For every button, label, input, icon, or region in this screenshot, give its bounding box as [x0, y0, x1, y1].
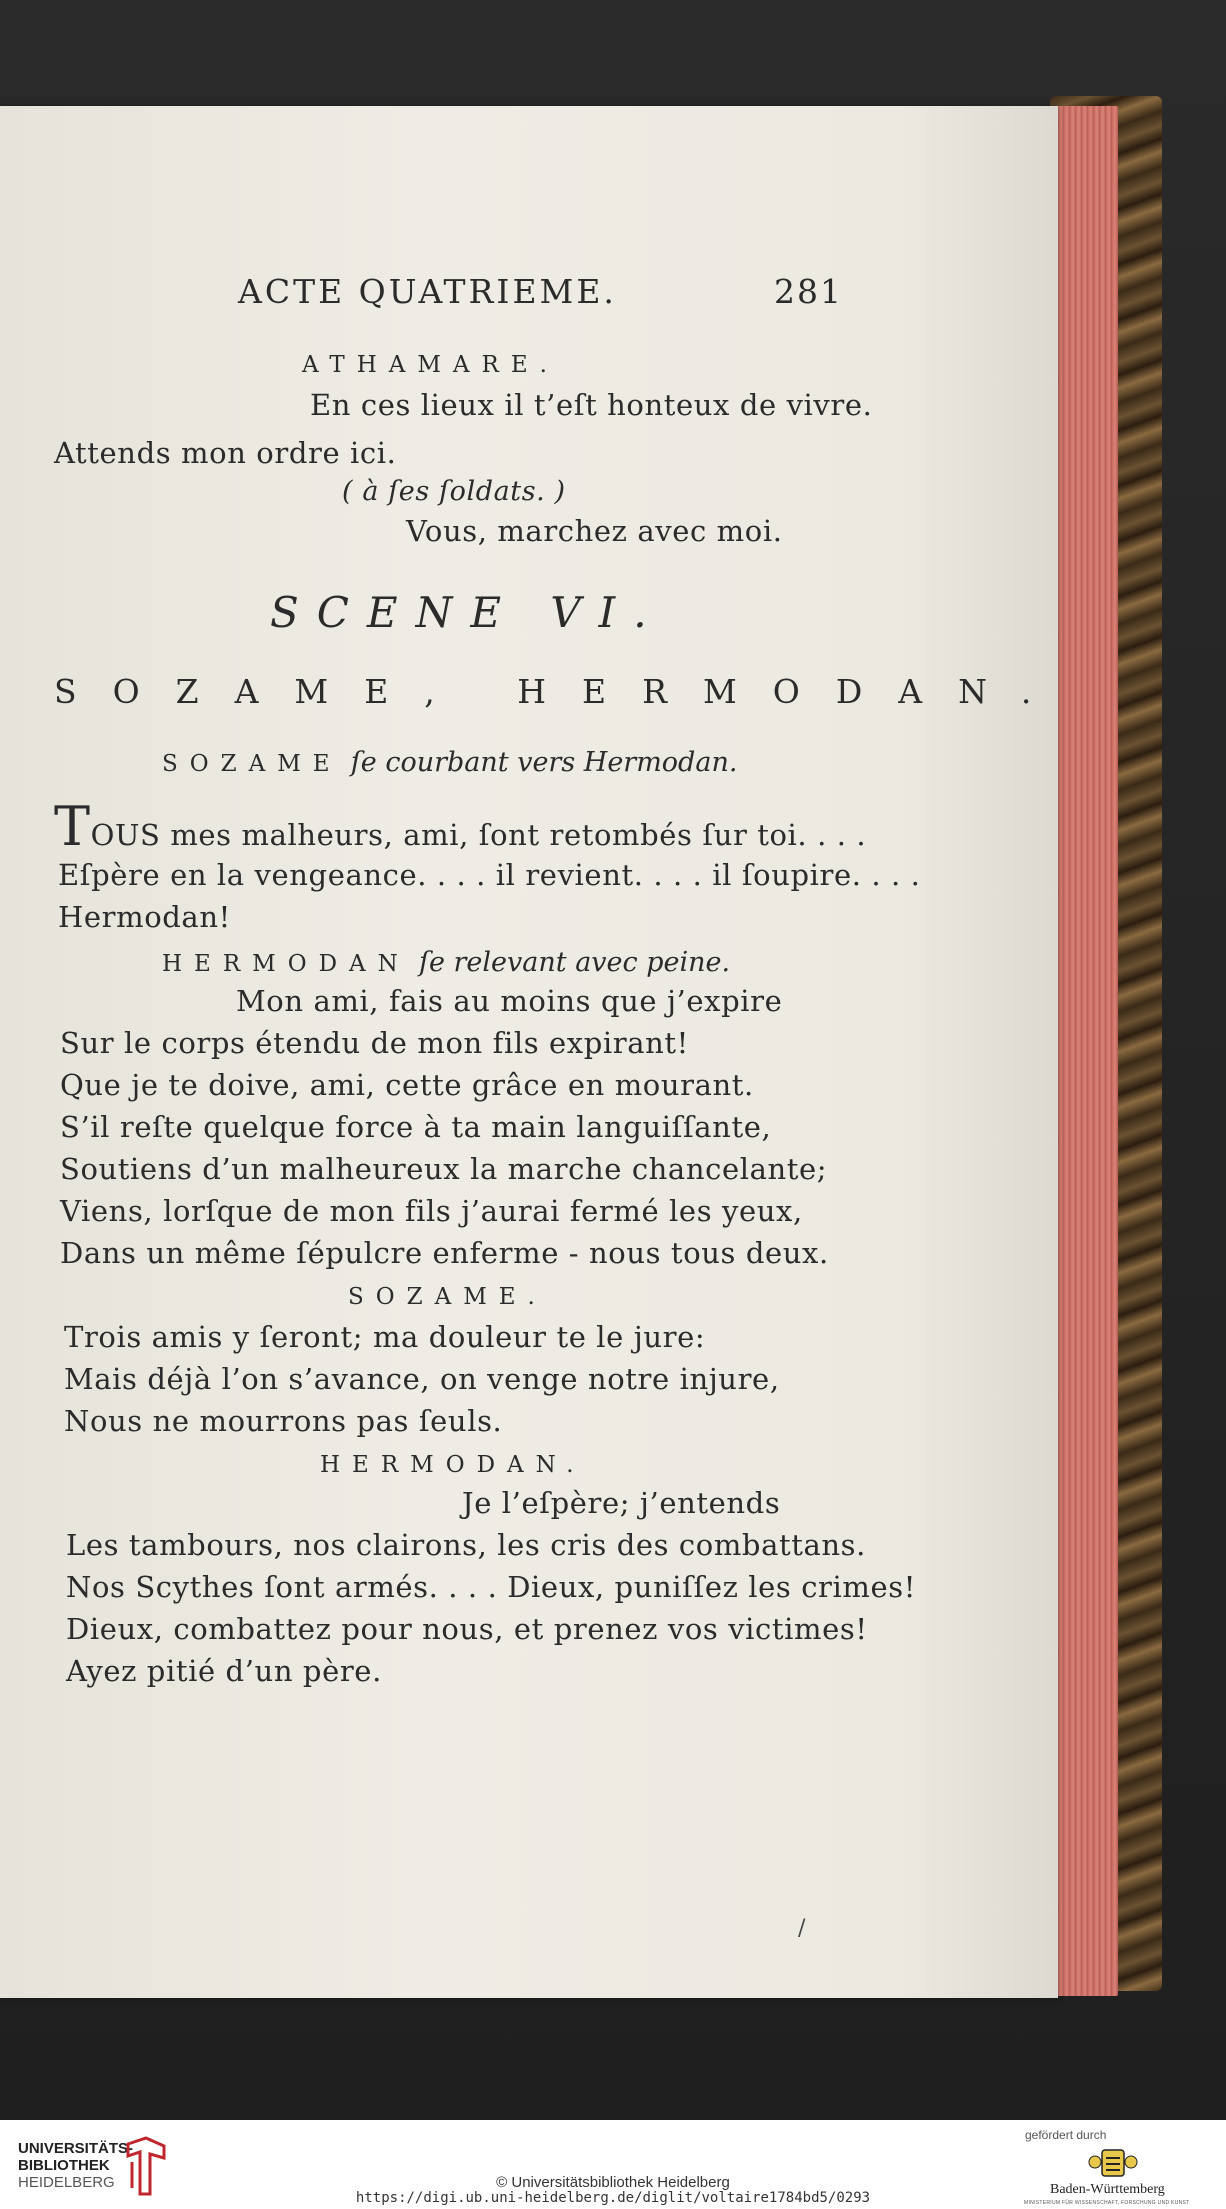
verse-line: Que je te doive, ami, cette grâce en mourant.: [60, 1068, 754, 1102]
verse-line: Eſpère en la vengeance. . . . il revient. . . . il ſoupire. . . .: [58, 858, 921, 892]
copyright-notice: © Universitätsbibliothek Heidelberg: [496, 2174, 730, 2191]
logo-text: HEIDELBERG: [18, 2174, 115, 2191]
pencil-mark: /: [798, 1916, 806, 1941]
verse-line: Mon ami, fais au moins que j’expire: [236, 984, 783, 1018]
verse-line: Attends mon ordre ici.: [54, 436, 397, 470]
speaker-sozame: SOZAME.: [348, 1284, 547, 1310]
page-edges-red: [1052, 106, 1118, 1996]
verse-line: Ayez pitié d’un père.: [66, 1654, 382, 1688]
scene-title: SCENE VI.: [270, 588, 665, 637]
verse-line: S’il reſte quelque force à ta main languiſſante,: [60, 1110, 772, 1144]
verse-line: Sur le corps étendu de mon fils expirant!: [60, 1026, 689, 1060]
logo-text: UNIVERSITÄTS-: [18, 2140, 134, 2157]
speaker-sozame: SOZAME: [162, 751, 342, 777]
verse-line: Je l’eſpère; j’entends: [462, 1486, 781, 1520]
verse-line: Dans un même ſépulcre enferme - nous tous deux.: [60, 1236, 829, 1270]
verse-line: Soutiens d’un malheureux la marche chancelante;: [60, 1152, 828, 1186]
coat-of-arms-icon: [1088, 2144, 1138, 2180]
verse-line: En ces lieux il t’eſt honteux de vivre.: [310, 388, 873, 422]
verse-text: OUS mes malheurs, ami, ſont retombés ſur toi. . . .: [90, 818, 867, 852]
funded-by-label: gefördert durch: [1025, 2128, 1107, 2142]
page-number: 281: [774, 272, 843, 311]
verse-line: Hermodan!: [58, 900, 231, 934]
funder-ministry: MINISTERIUM FÜR WISSENSCHAFT, FORSCHUNG UND KUNST: [1024, 2200, 1190, 2206]
stage-direction: ( à ſes ſoldats. ): [342, 476, 566, 507]
speaker-athamare: ATHAMARE.: [302, 352, 559, 378]
verse-line: Vous, marchez avec moi.: [406, 514, 783, 548]
permalink-url[interactable]: https://digi.ub.uni-heidelberg.de/diglit/voltaire1784bd5/0293: [355, 2190, 871, 2206]
verse-line: Nos Scythes ſont armés. . . . Dieux, puniſſez les crimes!: [66, 1570, 916, 1604]
stage-direction: ſe courbant vers Hermodan.: [350, 747, 738, 778]
running-head: ACTE QUATRIEME.: [238, 272, 617, 311]
verse-line: Viens, lorſque de mon fils j’aurai fermé les yeux,: [60, 1194, 803, 1228]
speaker-hermodan: HERMODAN: [162, 951, 410, 977]
verse-line: Nous ne mourrons pas ſeuls.: [64, 1404, 503, 1438]
verse-line: Les tambours, nos clairons, les cris des combattans.: [66, 1528, 866, 1562]
speaker-line: [162, 944, 730, 978]
verse-line: Dieux, combattez pour nous, et prenez vos victimes!: [66, 1612, 868, 1646]
logo-text: BIBLIOTHEK: [18, 2157, 110, 2174]
stage-direction: ſe relevant avec peine.: [418, 947, 731, 978]
footer-bar: [0, 2120, 1226, 2209]
drop-capital: T: [54, 795, 91, 858]
verse-line: Trois amis y ſeront; ma douleur te le jure:: [64, 1320, 706, 1354]
funder-name[interactable]: Baden-Württemberg: [1050, 2182, 1165, 2197]
speaker-line: [162, 744, 737, 778]
verse-line-dropcap: [54, 795, 867, 858]
verse-line: Mais déjà l’on s’avance, on venge notre injure,: [64, 1362, 780, 1396]
speaker-hermodan: HERMODAN.: [320, 1452, 586, 1478]
scene-cast: SOZAME, HERMODAN.: [54, 672, 1068, 711]
